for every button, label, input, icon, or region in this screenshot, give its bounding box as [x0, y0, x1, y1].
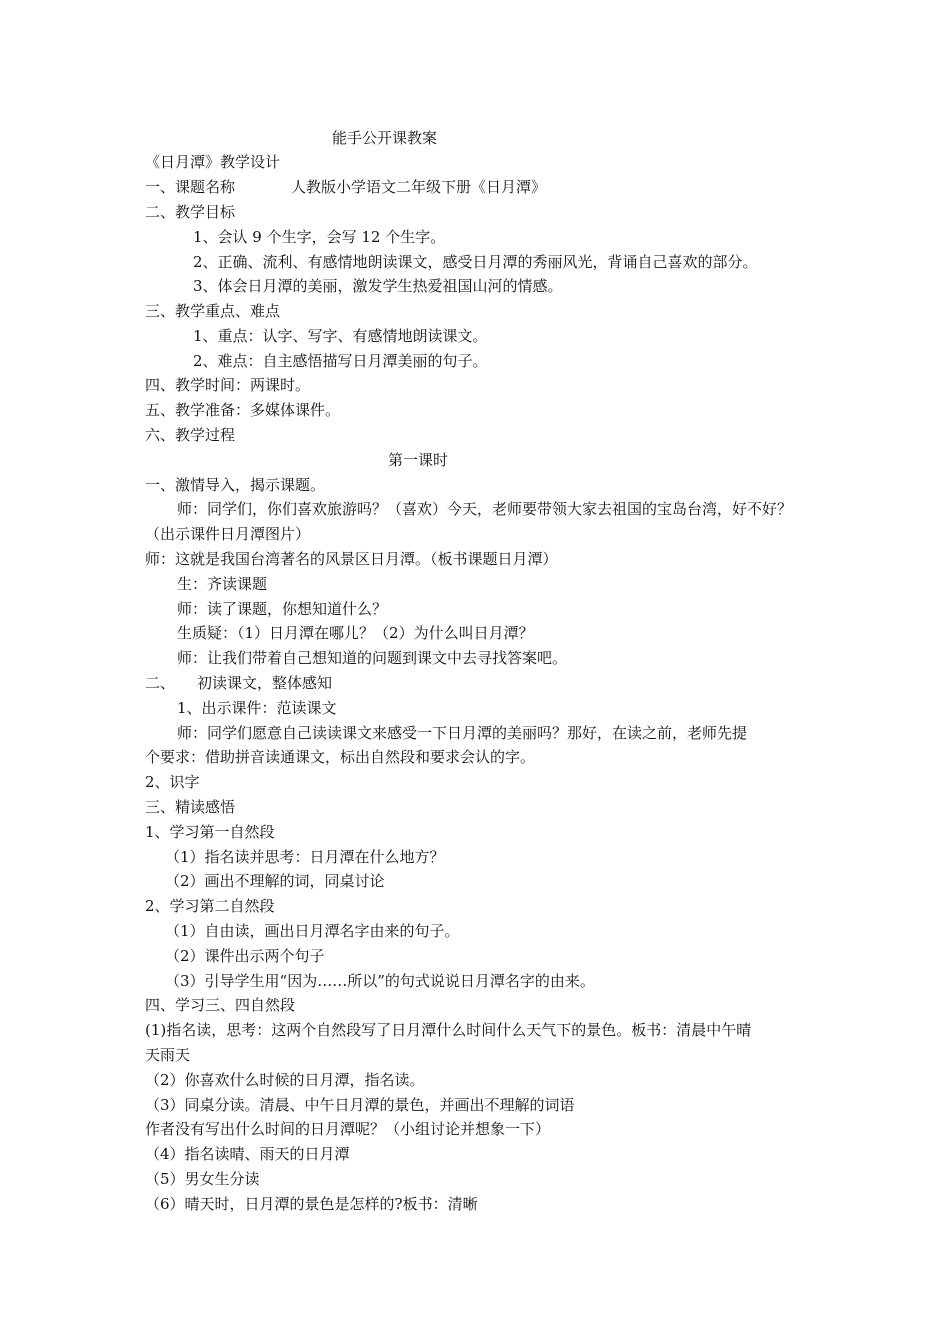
part-3-sub-1-item-1: （1）指名读并思考：日月潭在什么地方？	[165, 848, 445, 866]
section-4-heading: 四、教学时间：两课时。	[145, 376, 311, 394]
section-3-heading: 三、教学重点、难点	[145, 302, 281, 320]
part-1-line-e: 师：读了课题，你想知道什么？	[177, 600, 388, 618]
part-2-title: 初读课文，整体感知	[197, 674, 333, 692]
part-3-sub-2-item-2: （2）课件出示两个句子	[165, 947, 325, 965]
part-1-heading: 一、激情导入，揭示课题。	[145, 476, 326, 494]
part-4-line-b: （2）你喜欢什么时候的日月潭，指名读。	[145, 1071, 425, 1089]
part-1-line-g: 师：让我们带着自己想知道的问题到课文中去寻找答案吧。	[177, 649, 568, 667]
part-1-line-b: （出示课件日月潭图片）	[145, 525, 311, 543]
part-2-line-b: 师：同学们愿意自己读读课文来感受一下日月潭的美丽吗？那好，在读之前，老师先提	[177, 724, 748, 742]
section-5-heading: 五、教学准备：多媒体课件。	[145, 401, 341, 419]
goal-1: 1、会认 9 个生字，会写 12 个生字。	[193, 228, 446, 246]
lesson-1-heading: 第一课时	[388, 451, 449, 469]
part-2-heading	[145, 671, 332, 695]
part-4-line-a2: 天雨天	[145, 1046, 191, 1064]
part-2-line-d: 2、识字	[145, 773, 200, 791]
part-4-line-g: （6）晴天时，日月潭的景色是怎样的?板书：清晰	[145, 1195, 478, 1213]
part-1-line-a: 师：同学们，你们喜欢旅游吗？（喜欢）今天，老师要带领大家去祖国的宝岛台湾，好不好？	[177, 500, 793, 518]
section-2-heading: 二、教学目标	[145, 203, 236, 221]
part-4-line-f: （5）男女生分读	[145, 1170, 260, 1188]
part-4-line-c: （3）同桌分读。清晨、中午日月潭的景色，并画出不理解的词语	[145, 1096, 575, 1114]
part-3-sub-2-item-3: （3）引导学生用“因为……所以”的句式说说日月潭名字的由来。	[165, 972, 595, 990]
section-1-label: 一、课题名称	[145, 178, 236, 196]
part-3-sub-2-item-1: （1）自由读，画出日月潭名字由来的句子。	[165, 922, 460, 940]
part-3-sub-1-item-2: （2）画出不理解的词，同桌讨论	[165, 872, 385, 890]
section-1-value: 人教版小学语文二年级下册《日月潭》	[291, 178, 547, 196]
part-1-line-d: 生：齐读课题	[177, 575, 268, 593]
part-3-sub-2: 2、学习第二自然段	[145, 897, 275, 915]
key-point-2: 2、难点：自主感悟描写日月潭美丽的句子。	[193, 352, 488, 370]
document-title: 能手公开课教案	[332, 129, 438, 147]
part-4-line-a: (1)指名读，思考：这两个自然段写了日月潭什么时间什么天气下的景色。板书：清晨中午晴	[145, 1021, 752, 1039]
part-3-sub-1: 1、学习第一自然段	[145, 823, 275, 841]
part-2-line-c: 个要求：借助拼音读通课文，标出自然段和要求会认的字。	[145, 748, 536, 766]
part-1-line-f: 生质疑：（1）日月潭在哪儿？（2）为什么叫日月潭？	[177, 624, 534, 642]
document-subtitle: 《日月潭》教学设计	[145, 153, 281, 171]
part-2-number: 二、	[145, 674, 176, 692]
section-1-line	[145, 175, 546, 199]
goal-2: 2、正确、流利、有感情地朗读课文，感受日月潭的秀丽风光，背诵自己喜欢的部分。	[193, 253, 758, 271]
part-4-line-e: （4）指名读晴、雨天的日月潭	[145, 1145, 350, 1163]
section-6-heading: 六、教学过程	[145, 426, 236, 444]
part-1-line-c: 师：这就是我国台湾著名的风景区日月潭。（板书课题日月潭）	[145, 550, 558, 568]
key-point-1: 1、重点：认字、写字、有感情地朗读课文。	[193, 327, 488, 345]
part-4-heading: 四、学习三、四自然段	[145, 996, 296, 1014]
part-4-line-d: 作者没有写出什么时间的日月潭呢？（小组讨论并想象一下）	[145, 1120, 551, 1138]
goal-3: 3、体会日月潭的美丽，激发学生热爱祖国山河的情感。	[193, 277, 563, 295]
part-2-line-a: 1、出示课件：范读课文	[177, 699, 337, 717]
part-3-heading: 三、精读感悟	[145, 798, 236, 816]
